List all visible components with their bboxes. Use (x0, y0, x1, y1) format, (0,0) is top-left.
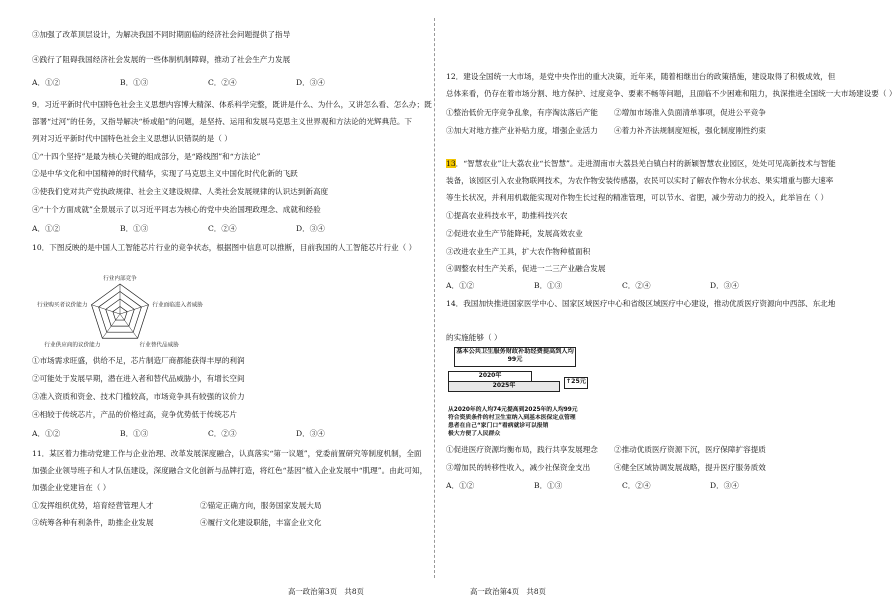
bar-2020年: 2020年 (448, 371, 532, 382)
choice-a[interactable]: A．①② (32, 224, 61, 233)
q13-option-3: ③改进农业生产工具，扩大农作物种植面积 (446, 247, 591, 256)
choice-a[interactable]: A．①② (32, 429, 61, 438)
q9-option-3: ③使我们党对共产党执政规律、社会主义建设规律、人类社会发展规律的认识达到新高度 (32, 187, 329, 196)
q9-option-2: ②是中华文化和中国精神的时代精华，实现了马克思主义中国化时代化新的飞跃 (32, 169, 298, 178)
q14-option-3: ③增加民的转移性收入，减少社保资金支出 (446, 463, 591, 472)
choice-d[interactable]: D．③④ (296, 78, 325, 87)
choice-d[interactable]: D．③④ (710, 481, 739, 490)
q9-stem-1: 9．习近平新时代中国特色社会主义思想内容博大精深、体系科学完整，既讲是什么、为什么，又讲怎么看、怎么办；既 (32, 100, 432, 109)
q10-option-1: ①市场需求旺盛，供给不足，芯片制造厂商都能获得丰厚的利润 (32, 356, 245, 365)
q11-options-row2 (32, 516, 424, 530)
choice-b[interactable]: B．①③ (534, 281, 563, 290)
choice-d[interactable]: D．③④ (296, 429, 325, 438)
choice-d[interactable]: D．③④ (296, 224, 325, 233)
figure-note-2: 符合资质条件的村卫生室纳入到基本医保定点管理 (448, 415, 576, 421)
q9-option-4: ④“十个方面成就”全景展示了以习近平同志为核心的党中央治国理政理念、成就和经验 (32, 205, 321, 214)
q9-stem-2: 部署“过河”的任务，又指导解决“桥或船”的问题，是坚持、运用和发展马克思主义世界观和方法论的光辉典范。下 (32, 117, 413, 126)
competition-radar-chart (28, 266, 228, 366)
radar-axis-label-2: 行业替代品威胁 (139, 342, 179, 349)
q13-option-1: ①提高农业科技水平，助推科技兴农 (446, 211, 568, 220)
q9-option-1: ①“十四个坚持”是最为核心关键的组成部分，是“路线图”和“方法论” (32, 152, 261, 161)
q10-option-2: ②可能处于发展早期，潜在进入者和替代品威胁小，有增长空间 (32, 374, 245, 383)
choice-b[interactable]: B．①③ (120, 429, 149, 438)
figure-note-4: 极大方便了人民群众 (448, 431, 501, 437)
q10-stem: 10．下图反映的是中国人工智能芯片行业的竞争状态，根据图中信息可以推断，目前我国的人工智能芯片行业（ ） (32, 243, 417, 252)
q9-choices (32, 222, 424, 236)
choice-a[interactable]: A．①② (446, 281, 475, 290)
q14-option-4: ④健全区域协调发展战略，提升医疗服务质效 (614, 463, 766, 472)
column-divider (434, 18, 435, 578)
choice-a[interactable]: A．①② (446, 481, 475, 490)
radar-axis-label-1: 行业面临进入者威胁 (152, 302, 203, 309)
q11-options-row1 (32, 499, 424, 513)
q12-option-3: ③加大对地方推产业补贴力度，增强企业活力 (446, 126, 598, 135)
choice-c[interactable]: C．②④ (622, 281, 651, 290)
choice-c[interactable]: C．②④ (208, 78, 237, 87)
q13-stem-3: 等生长状况，并利用机载能实现对作物生长过程的精准管理，可以节水、省肥，减少劳动力的投入，此举旨在（ ） (446, 193, 829, 202)
q13-option-2: ②促进农业生产节能降耗，发展高效农业 (446, 229, 583, 238)
figure-note-1: 从2020年的人均74元提高到2025年的人均99元 (448, 407, 578, 413)
radar-grid (91, 284, 148, 338)
figure-note-3: 患者在自己“家门口”看病就诊可以报销 (448, 423, 549, 429)
q12-stem-2: 总体来看，仍存在着市场分割、地方保护、过度竞争、要素不畅等问题，且面临不少困难和阻力，执深推进全国统一大市场建设要（ ） (446, 89, 896, 98)
q12-option-4: ④着力补齐法规制度短板，强化制度刚性约束 (614, 126, 766, 135)
q11-option-3: ③统筹各种有利条件，助推企业发展 (32, 518, 154, 527)
q10-option-3: ③准入资质和资金、技术门槛较高，市场竞争具有较强的议价力 (32, 392, 245, 401)
q12-stem-1: 12．建设全国统一大市场，是党中央作出的重大决策，近年来，随着相继出台的政策措施，建设取得了积极成效，但 (446, 72, 836, 81)
q9-stem-3: 列对习近平新时代中国特色社会主义思想认识错误的是（ ） (32, 134, 232, 143)
increase-label: ↑25元 (564, 377, 588, 389)
choice-c[interactable]: C．②③ (208, 429, 237, 438)
q13-stem-1-text: ．“智慧农业”让大荔农业“长智慧”。走进渭南市大荔县羌白镇白村的新颖智慧农业园区，处处可见高新技术与智能 (455, 159, 836, 168)
choice-b[interactable]: B．①③ (120, 224, 149, 233)
q13-stem-2: 装备，该园区引入农业物联网技术，为农作物安装传感器，农民可以实时了解农作物水分状态、果实增重与膨大速率 (446, 176, 834, 185)
choice-b[interactable]: B．①③ (534, 481, 563, 490)
q14-option-2: ②推动优质医疗资源下沉，医疗保障扩容提质 (614, 445, 766, 454)
footer-left-page: 高一政治第3页 共8页 (288, 587, 364, 596)
q14-option-1: ①促进医疗资源均衡布局，践行共享发展理念 (446, 445, 598, 454)
q13-option-4: ④调整农村生产关系，促进一二三产业融合发展 (446, 264, 606, 273)
choice-c[interactable]: C．②④ (208, 224, 237, 233)
radar-axis-label-0: 行业内部竞争 (103, 276, 137, 282)
choice-a[interactable]: A．①② (32, 78, 61, 87)
q14-stem-3: 的实施能够（ ） (446, 333, 502, 342)
bar-2025年: 2025年 (448, 381, 560, 392)
q8-option-3: ③加强了改革顶层设计，为解决我国不同时期面临的经济社会问题提供了指导 (32, 30, 291, 39)
q8-option-4: ④践行了阻碍我国经济社会发展的一些体制机制障碍，推动了社会生产力发展 (32, 55, 291, 64)
q10-option-4: ④相较于传统芯片，产品的价格过高，竞争优势低于传统芯片 (32, 410, 238, 419)
right-lower (446, 0, 896, 600)
q12-option-2: ②增加市场准入负面清单事项，促进公平竞争 (614, 108, 766, 117)
figure-title: 基本公共卫生服务财政补助经费提高到人均99元 (454, 347, 576, 367)
radar-axis-label-3: 行业供应商的议价能力 (44, 342, 101, 349)
q14-stem-1: 14．我国加快推进国家医学中心、国家区域医疗中心和省级区域医疗中心建设，推动优质医疗资源向中西部、东北地 (446, 299, 836, 308)
q11-stem-1: 11．某区着力推动党建工作与企业治理、改革发展深度融合，认真落实“第一议题”，党委前置研究等制度机制，全面 (32, 449, 422, 458)
q11-option-4: ④履行文化建设职能，丰富企业文化 (200, 518, 322, 527)
choice-b[interactable]: B．①③ (120, 78, 149, 87)
q10-choices (32, 427, 424, 441)
q13-number: 13 (446, 159, 456, 168)
q11-option-1: ①发挥组织优势，培育经营管理人才 (32, 501, 154, 510)
radar-axis-label-4: 行业购买者议价能力 (37, 302, 88, 309)
choice-c[interactable]: C．②④ (622, 481, 651, 490)
q11-option-2: ②锚定正确方向，服务国家发展大局 (200, 501, 322, 510)
q11-stem-2: 加强企业领导班子和人才队伍建设，深度融合文化创新与品牌打造，将红色“基因”植入企业发展中“肌理”。由此可知， (32, 466, 428, 475)
footer-right-page: 高一政治第4页 共8页 (470, 587, 546, 596)
q11-stem-3: 加强企业党建旨在（ ） (32, 483, 111, 492)
choice-d[interactable]: D．③④ (710, 281, 739, 290)
q12-option-1: ①整治低价无序竞争乱象，有序淘汰落后产能 (446, 108, 598, 117)
